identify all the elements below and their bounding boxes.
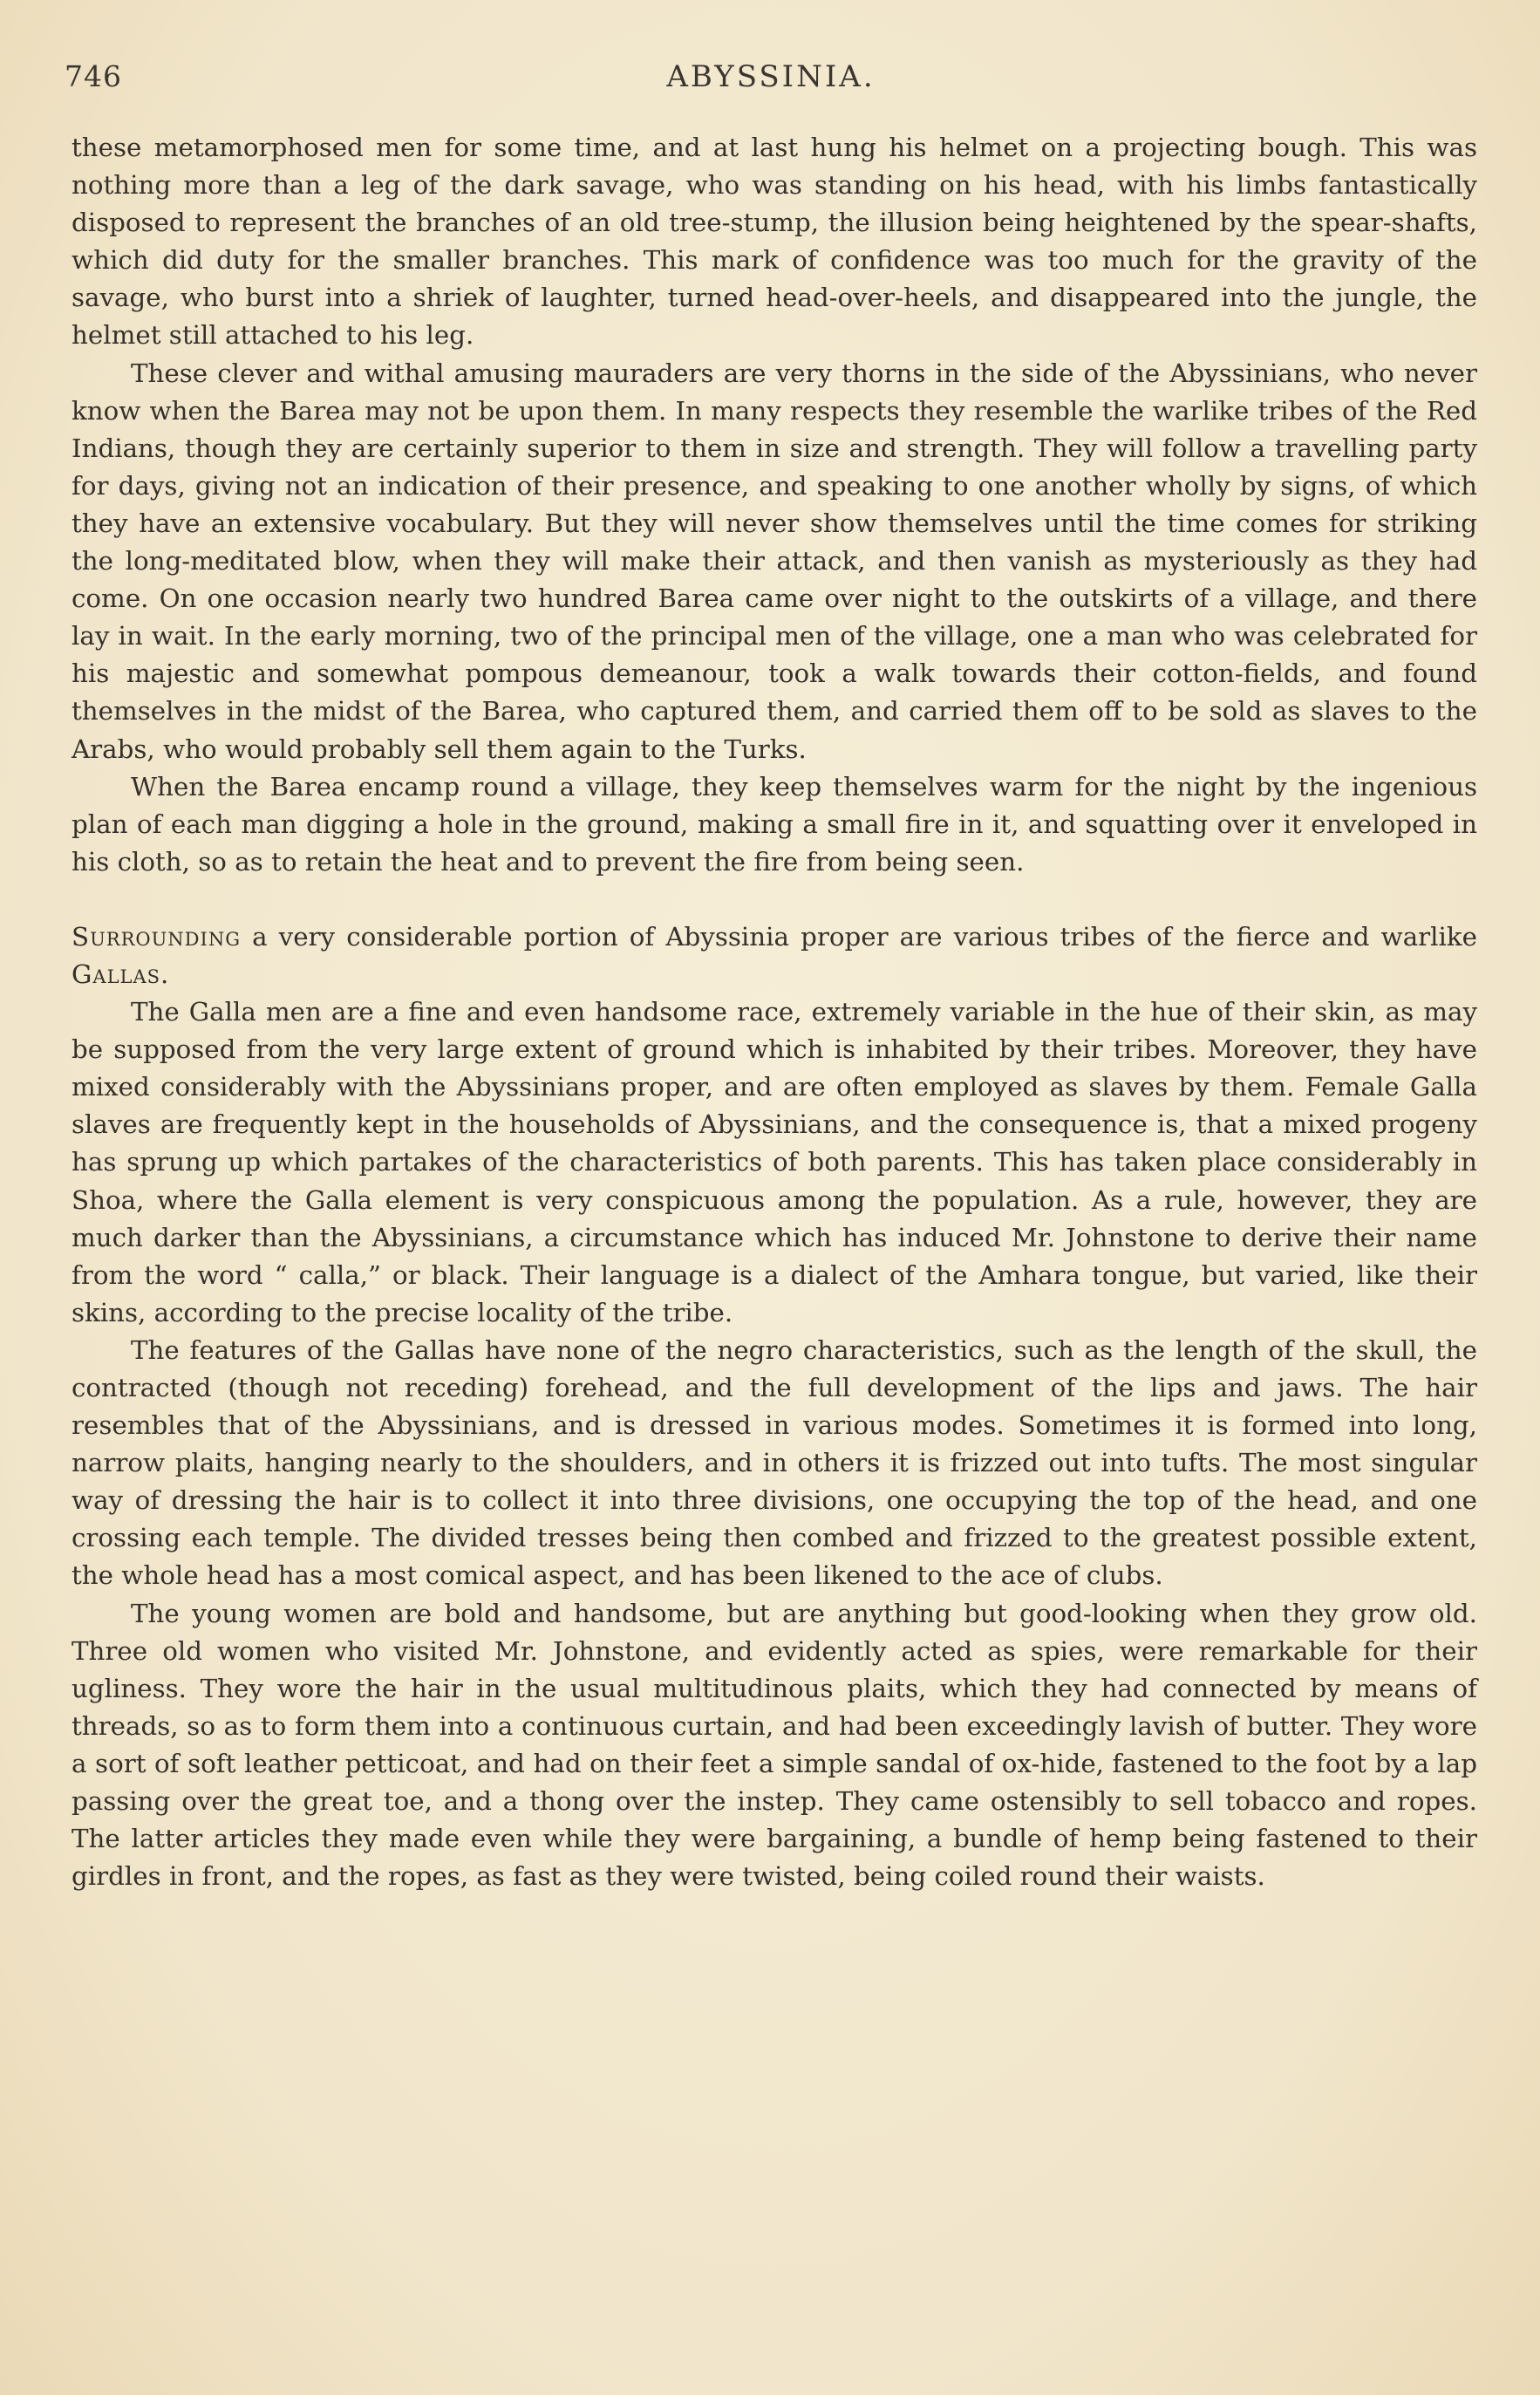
section-lead-word: Surrounding (72, 921, 241, 952)
section-opening-paragraph (72, 918, 1477, 993)
paragraph-end: . (160, 959, 169, 989)
running-title: ABYSSINIA. (666, 59, 876, 94)
body-text (72, 129, 1477, 1895)
paragraph: The young women are bold and handsome, but are anything but good-looking when they grow old. Three old women who visited Mr. Johnstone, and evidently acted as spies, were remarkable for their ugliness. They wore the hair in the usual multitudinous plaits, which they had connected by means of threads, so as to form them into a continuous curtain, and had been exceedingly lavish of butter. They wore a sort of soft leather petticoat, and had on their feet a simple sandal of ox-hide, fastened to the foot by a lap passing over the great toe, and a thong over the instep. They came ostensibly to sell tobacco and ropes. The latter articles they made even while they were bargaining, a bundle of hemp being fastened to their girdles in front, and the ropes, as fast as they were twisted, being coiled round their waists. (72, 1598, 1477, 1892)
paragraph: When the Barea encamp round a village, they keep themselves warm for the night by the ingenious plan of each man digging a hole in the ground, making a small fire in it, and squatting over it enveloped in his cloth, so as to retain the heat and to prevent the fire from being seen. (72, 771, 1477, 877)
paragraph: These clever and withal amusing mauraders are very thorns in the side of the Abyssinians, who never know when the Barea may not be upon them. In many respects they resemble the warlike tribes of the Red Indians, though they are certainly superior to them in size and strength. They will follow a travelling party for days, giving not an indication of their presence, and speaking to one another wholly by signs, of which they have an extensive vocabulary. But they will never show themselves until the time comes for striking the long-meditated blow, when they will make their attack, and then vanish as mysteriously as they had come. On one occasion nearly two hundred Barea came over night to the outskirts of a village, and there lay in wait. In the early morning, two of the principal men of the village, one a man who was celebrated for his majestic and somewhat pompous demeanour, took a walk towards their cotton-fields, and found themselves in the midst of the Barea, who captured them, and carried them off to be sold as slaves to the Arabs, who would probably sell them again to the Turks. (72, 358, 1477, 764)
paragraph: The Galla men are a fine and even handsome race, extremely variable in the hue of their skin, as may be supposed from the very large extent of ground which is inhabited by their tribes. Moreover, they have mixed considerably with the Abyssinians proper, and are often employed as slaves by them. Female Galla slaves are frequently kept in the households of Abyssinians, and the consequence is, that a mixed progeny has sprung up which partakes of the characteristics of both parents. This has taken place considerably in Shoa, where the Galla element is very conspicuous among the population. As a rule, however, they are much darker than the Abyssinians, a circumstance which has induced Mr. Johnstone to derive their name from the word “ calla,” or black. Their language is a dialect of the Amhara tongue, but varied, like their skins, according to the precise locality of the tribe. (72, 997, 1477, 1327)
paragraph: these metamorphosed men for some time, and at last hung his helmet on a projecting bough. This was nothing more than a leg of the dark savage, who was standing on his head, with his limbs fantastically disposed to represent the branches of an old tree-stump, the illusion being heightened by the spear-shafts, which did duty for the smaller branches. This mark of confidence was too much for the gravity of the savage, who burst into a shriek of laughter, turned head-over-heels, and disappeared into the jungle, the helmet still attached to his leg. (72, 133, 1477, 351)
paragraph: The features of the Gallas have none of the negro characteristics, such as the length of the skull, the contracted (though not receding) forehead, and the full development of the lips and jaws. The hair resembles that of the Abyssinians, and is dressed in various modes. Sometimes it is formed into long, narrow plaits, hanging nearly to the shoulders, and in others it is frizzed out into tufts. The most singular way of dressing the hair is to collect it into three divisions, one occupying the top of the head, and one crossing each temple. The divided tresses being then combed and frizzed to the greatest possible extent, the whole head has a most comical aspect, and has been likened to the ace of clubs. (72, 1334, 1477, 1591)
page-number: 746 (65, 59, 122, 93)
page-header (65, 52, 1477, 105)
paragraph-text: a very considerable portion of Abyssinia proper are various tribes of the fierce and warlike (240, 921, 1477, 952)
tribe-name: Gallas (72, 959, 161, 989)
